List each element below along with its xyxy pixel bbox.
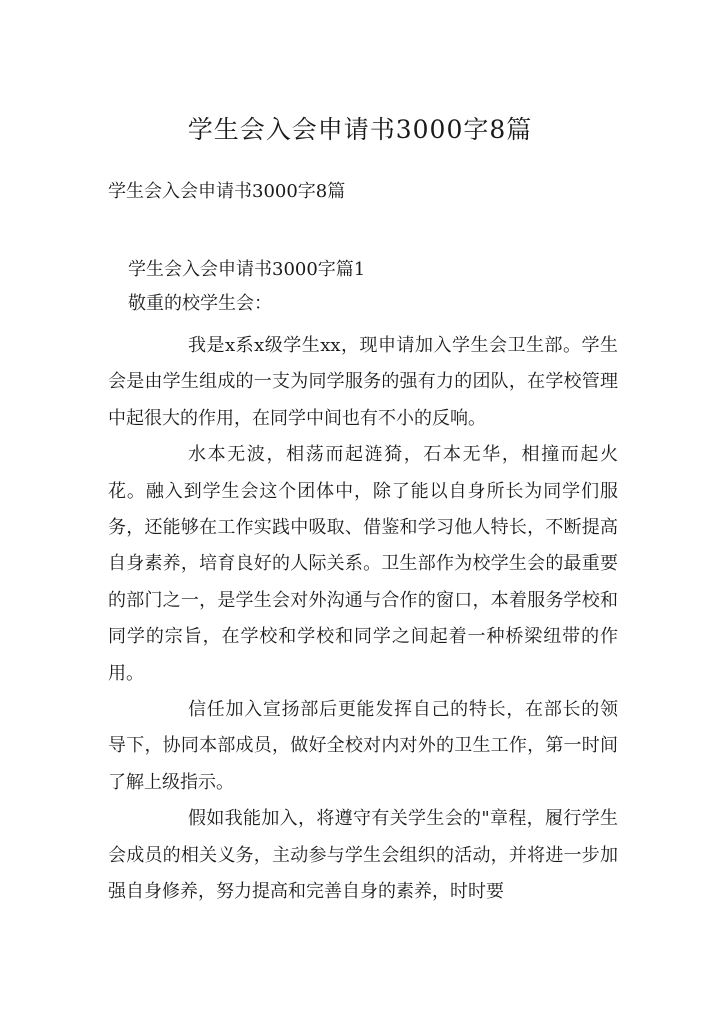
document-subtitle: 学生会入会申请书3000字8篇 [108, 181, 346, 202]
paragraph: 假如我能加入，将遵守有关学生会的"章程，履行学生会成员的相关义务，主动参与学生会组织的活动，并将进一步加强自身修养，努力提高和完善自身的素养，时时要 [108, 808, 618, 903]
document-title: 学生会入会申请书3000字8篇 [187, 115, 533, 144]
paragraph: 我是x系x级学生xx，现申请加入学生会卫生部。学生会是由学生组成的一支为同学服务的强有力的团队，在学校管理中起很大的作用，在同学中间也有不小的反响。 [108, 335, 618, 429]
paragraph: 水本无波，相荡而起涟猗，石本无华，相撞而起火花。融入到学生会这个团体中，除了能以自身所长为同学们服务，还能够在工作实践中吸取、借鉴和学习他人特长，不断提高自身素养，培育良好的人际关系。卫生部作为校学生会的最重要的部门之一，是学生会对外沟通与合作的窗口，本着服务学校和同学的宗旨，在学校和学校和同学之间起着一种桥梁纽带的作用。 [108, 444, 618, 684]
salutation: 敬重的校学生会： [128, 293, 272, 314]
paragraph: 信任加入宣扬部后更能发挥自己的特长，在部长的领导下，协同本部成员，做好全校对内对外的卫生工作，第一时间了解上级指示。 [108, 699, 618, 793]
section-heading: 学生会入会申请书3000字篇1 [128, 259, 366, 280]
letter-body [108, 328, 618, 911]
